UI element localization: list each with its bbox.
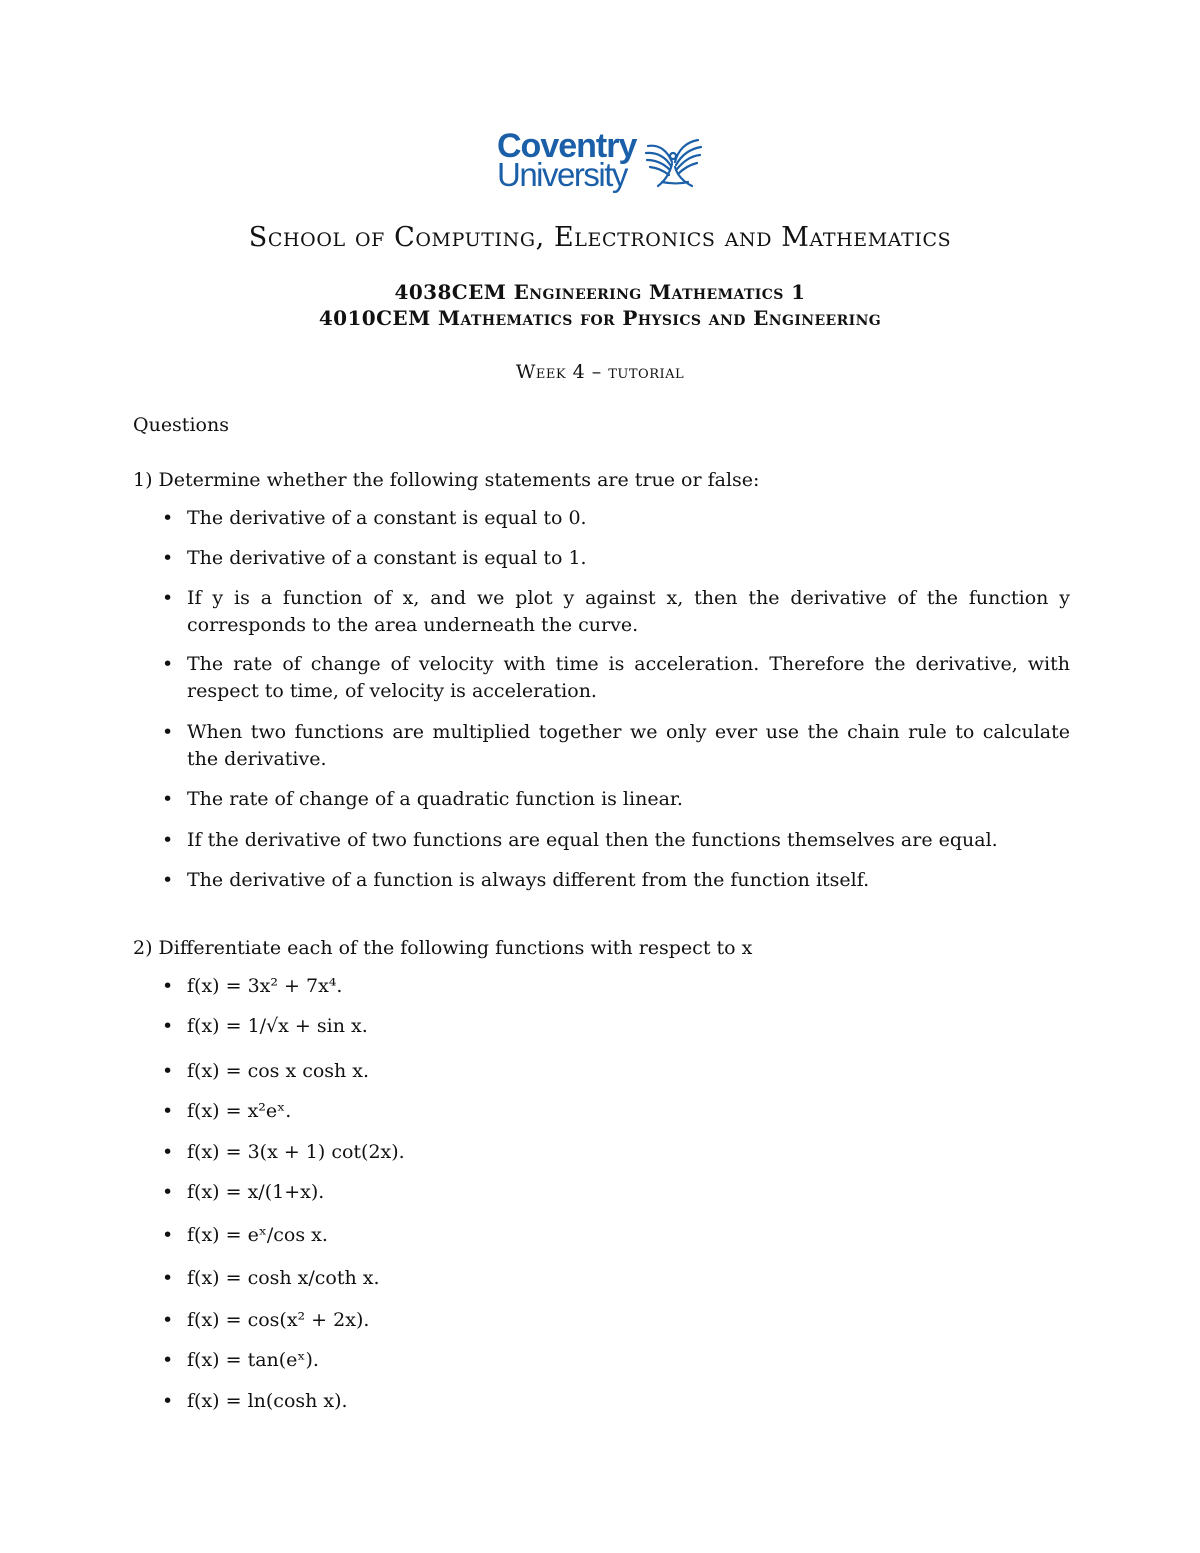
bullet-icon: • xyxy=(162,1267,174,1289)
list-item xyxy=(162,1013,1070,1040)
function-expression: f(x) = x/(1+x). xyxy=(187,1181,325,1203)
section-heading: Questions xyxy=(133,414,229,436)
list-item: • If the derivative of two functions are equal then the functions themselves are equal. xyxy=(162,827,1070,854)
list-item: • The derivative of a function is always different from the function itself. xyxy=(162,867,1070,894)
function-expression: f(x) = ln(cosh x). xyxy=(187,1390,348,1412)
function-expression: f(x) = 3x² + 7x⁴. xyxy=(187,975,343,997)
list-item xyxy=(162,1058,1070,1085)
list-item: • The derivative of a constant is equal to 1. xyxy=(162,545,1070,572)
bullet-icon: • xyxy=(162,1390,174,1412)
bullet-icon: • xyxy=(162,975,174,997)
bullet-icon: • xyxy=(162,1100,174,1122)
bullet-icon: • xyxy=(162,1141,174,1163)
bullet-icon: • xyxy=(162,1181,174,1203)
module-title-1: 4038CEM Engineering Mathematics 1 xyxy=(394,280,806,304)
list-item: • When two functions are multiplied together we only ever use the chain rule to calculate the derivative. xyxy=(162,721,1070,770)
list-item xyxy=(162,1139,1070,1166)
list-item xyxy=(162,1265,1070,1292)
module-title-2: 4010CEM Mathematics for Physics and Engineering xyxy=(318,306,882,330)
school-title: School of Computing, Electronics and Mathematics xyxy=(248,222,952,253)
function-expression: f(x) = eˣ/cos x. xyxy=(187,1224,328,1246)
bullet-icon: • xyxy=(162,1224,174,1246)
list-item: • The rate of change of velocity with time is acceleration. Therefore the derivative, with respect to time, of velocity is acceleration. xyxy=(162,653,1070,702)
bullet-icon: • xyxy=(162,1015,174,1037)
question-1-prompt: 1) Determine whether the following statements are true or false: xyxy=(133,469,760,491)
list-item: • The derivative of a constant is equal to 0. xyxy=(162,505,1070,532)
bullet-icon: • xyxy=(162,653,174,675)
bullet-icon: • xyxy=(162,829,174,851)
list-item xyxy=(162,1179,1070,1206)
function-expression: f(x) = 3(x + 1) cot(2x). xyxy=(187,1141,405,1163)
university-logo xyxy=(497,127,707,193)
bullet-icon: • xyxy=(162,507,174,529)
bullet-icon: • xyxy=(162,1349,174,1371)
function-expression: f(x) = cos x cosh x. xyxy=(187,1060,370,1082)
list-item xyxy=(162,1098,1070,1125)
logo-line2: University xyxy=(497,156,627,193)
function-expression: f(x) = x²eˣ. xyxy=(187,1100,292,1122)
bullet-icon: • xyxy=(162,547,174,569)
list-item xyxy=(162,973,1070,1000)
list-item xyxy=(162,1388,1070,1415)
week-title: Week 4 – tutorial xyxy=(515,361,685,383)
question-2-prompt: 2) Differentiate each of the following functions with respect to x xyxy=(133,937,753,959)
logo-line1: Coventry xyxy=(497,127,637,165)
function-expression: f(x) = cos(x² + 2x). xyxy=(187,1309,370,1331)
bullet-icon: • xyxy=(162,1309,174,1331)
bullet-icon: • xyxy=(162,587,174,609)
function-expression: f(x) = tan(eˣ). xyxy=(187,1349,319,1371)
bullet-icon: • xyxy=(162,1060,174,1082)
phoenix-icon xyxy=(642,134,704,190)
list-item: • If y is a function of x, and we plot y against x, then the derivative of the function y corresponds to the area underneath the curve. xyxy=(162,587,1070,636)
function-expression: f(x) = cosh x/coth x. xyxy=(187,1267,380,1289)
function-expression: f(x) = 1/√x + sin x. xyxy=(187,1015,368,1037)
bullet-icon: • xyxy=(162,788,174,810)
list-item: • The rate of change of a quadratic function is linear. xyxy=(162,786,1070,813)
list-item xyxy=(162,1222,1070,1249)
bullet-icon: • xyxy=(162,869,174,891)
bullet-icon: • xyxy=(162,721,174,743)
list-item xyxy=(162,1347,1070,1374)
list-item xyxy=(162,1307,1070,1334)
